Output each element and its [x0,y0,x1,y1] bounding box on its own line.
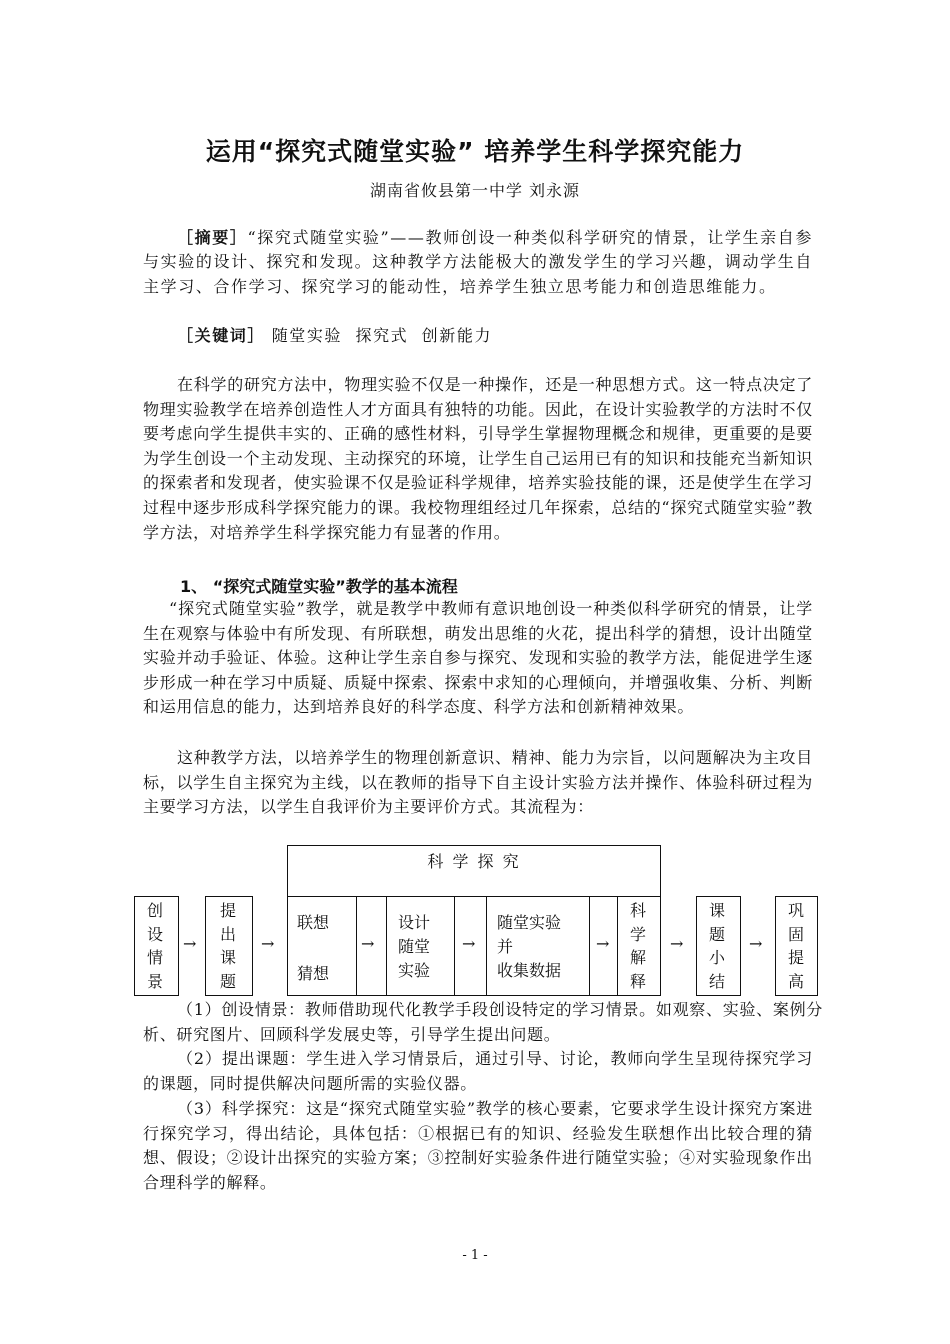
abstract-label: ［摘要］ [177,228,248,247]
author-line: 湖南省攸县第一中学 刘永源 [369,181,581,200]
section-1-heading: 1、 “探究式随堂实验”教学的基本流程 [180,577,458,596]
flow-arrow-5: → [596,934,610,953]
flow-step-5-label: 课 题 小 结 [708,901,725,991]
flow-step-4-label: 科 学 解 释 [629,901,646,991]
abstract-text: “探究式随堂实验”——教师创设一种类似科学研究的情景，让学生亲自参与实验的设计、探究和发现。这种教学方法能极大的激发学生的学习兴趣，调动学生自主学习、合作学习、探究学习的能动性，培养学生独立思考能力和创造思维能力。 [143,228,813,296]
flow-step-1-label: 创 设 情 景 [146,901,163,991]
flow-arrow-4: → [462,934,476,953]
section-1-paragraph-2: 这种教学方法，以培养学生的物理创新意识、精神、能力为宗旨，以问题解决为主攻目标，以学生自主探究为主线，以在教师的指导下自主设计实验方法并操作、体验科研过程为主要学习方法，以学生自我评价为主要评价方式。其流程为： [143,748,813,817]
keywords-text: 随堂实验 探究式 创新能力 [271,326,493,345]
flow-divider-1 [356,896,357,996]
flow-arrow-7: → [749,934,763,953]
page-number: - 1 - [462,1248,488,1263]
section-1-paragraph-1: “探究式随堂实验”教学，就是教学中教师有意识地创设一种类似科学研究的情景，让学生在观察与体验中有所发现、有所联想，萌发出思维的火花，提出科学的猜想，设计出随堂实验并动手验证、体验。这种让学生亲自参与探究、发现和实验的教学方法，能促进学生逐步形成一种在学习中质疑、质疑中探索、探索中求知的心理倾向，并增强收集、分析、判断和运用信息的能力，达到培养良好的科学态度、科学方法和创新精神效果。 [143,599,813,717]
flow-sub-2-label: 设计 随堂 实验 [398,913,431,980]
flow-divider-2 [386,896,387,996]
list-item-2: （2）提出课题：学生进入学习情景后，通过引导、讨论，教师向学生呈现待探究学习的课题，同时提供解决问题所需的实验仪器。 [143,1049,813,1093]
flow-divider-3 [454,896,455,996]
list-item-1: （1）创设情景：教师借助现代化教学手段创设特定的学习情景。如观察、实验、案例分析、研究图片、回顾科学发展史等，引导学生提出问题。 [143,1000,823,1044]
document-title: 运用“探究式随堂实验” 培养学生科学探究能力 [205,137,745,166]
flow-arrow-1: → [183,934,197,953]
flow-arrow-6: → [670,934,684,953]
intro-paragraph: 在科学的研究方法中，物理实验不仅是一种操作，还是一种思想方式。这一特点决定了物理实验教学在培养创造性人才方面具有独特的功能。因此，在设计实验教学的方法时不仅要考虑向学生提供丰实的、正确的感性材料，引导学生掌握物理概念和规律，更重要的是要为学生创设一个主动发现、主动探究的环境，让学生自己运用已有的知识和技能充当新知识的探索者和发现者，使实验课不仅是验证科学规律，培养实验技能的课，还是使学生在学习过程中逐步形成科学探究能力的课。我校物理组经过几年探索，总结的“探究式随堂实验”教学方法，对培养学生科学探究能力有显著的作用。 [143,375,813,542]
keywords [143,324,813,348]
flow-divider-4 [486,896,487,996]
flow-step-2-label: 提 出 课 题 [219,901,236,991]
flow-step-6-label: 巩 固 提 高 [787,901,804,991]
abstract [143,226,813,299]
flow-sub-1-line-2: 猜想 [297,964,330,983]
flow-sub-3-label: 随堂实验 并 收集数据 [497,913,562,980]
flow-divider-6 [617,896,618,996]
flow-arrow-3: → [361,934,375,953]
flow-divider-5 [589,896,590,996]
flow-arrow-2: → [261,934,275,953]
list-item-3: （3）科学探究：这是“探究式随堂实验”教学的核心要素，它要求学生设计探究方案进行探究学习，得出结论，具体包括：①根据已有的知识、经验发生联想作出比较合理的猜想、假设；②设计出探究的实验方案；③控制好实验条件进行随堂实验；④对实验现象作出合理科学的解释。 [143,1099,813,1192]
flow-top-label: 科 学 探 究 [427,852,521,871]
keywords-label: ［关键词］ [177,326,266,345]
flow-sub-1-line-1: 联想 [297,913,330,932]
